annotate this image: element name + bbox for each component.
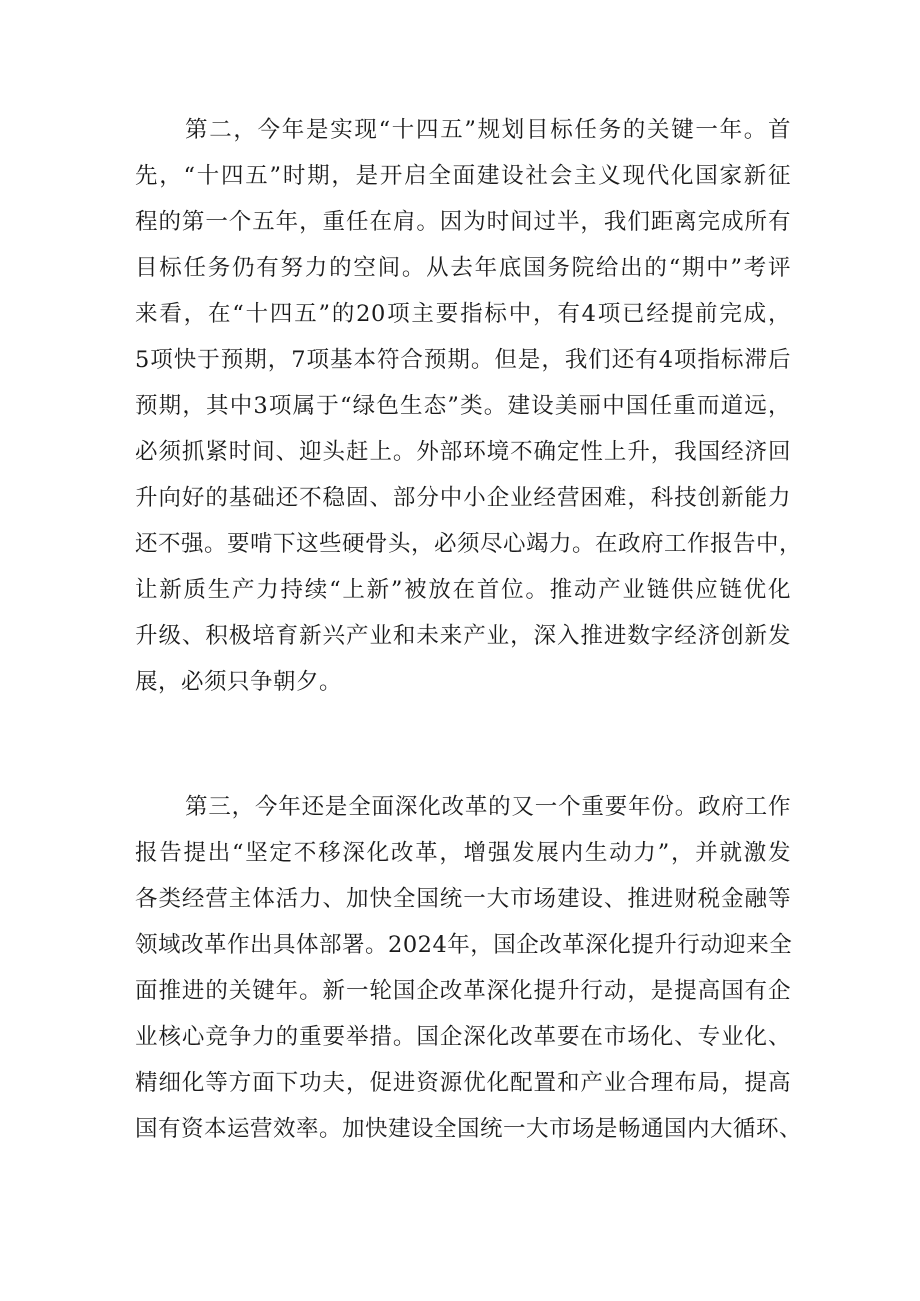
paragraph-line: 还不强。要啃下这些硬骨头，必须尽心竭力。在政府工作报告中， bbox=[135, 531, 803, 557]
paragraph-line: 5项快于预期，7项基本符合预期。但是，我们还有4项指标滞后 bbox=[135, 347, 791, 373]
paragraph-line: 第二，今年是实现“十四五”规划目标任务的关键一年。首 bbox=[185, 117, 791, 143]
paragraph-line: 领域改革作出具体部署。2024年，国企改革深化提升行动迎来全 bbox=[135, 932, 793, 958]
paragraph-line: 各类经营主体活力、加快全国统一大市场建设、推进财税金融等 bbox=[135, 886, 791, 912]
paragraph-line: 面推进的关键年。新一轮国企改革深化提升行动，是提高国有企 bbox=[135, 978, 791, 1004]
paragraph-line: 让新质生产力持续“上新”被放在首位。推动产业链供应链优化 bbox=[135, 577, 791, 603]
paragraph-line: 精细化等方面下功夫，促进资源优化配置和产业合理布局，提高 bbox=[135, 1070, 791, 1096]
paragraph-line: 业核心竞争力的重要举措。国企深化改革要在市场化、专业化、 bbox=[135, 1024, 791, 1050]
paragraph-line: 先，“十四五”时期，是开启全面建设社会主义现代化国家新征 bbox=[135, 163, 791, 189]
paragraph-line: 国有资本运营效率。加快建设全国统一大市场是畅通国内大循环、 bbox=[135, 1116, 803, 1142]
paragraph-line: 展，必须只争朝夕。 bbox=[135, 669, 343, 695]
paragraph-line: 目标任务仍有努力的空间。从去年底国务院给出的“期中”考评 bbox=[135, 255, 791, 281]
paragraph-line: 程的第一个五年，重任在肩。因为时间过半，我们距离完成所有 bbox=[135, 209, 791, 235]
paragraph-line: 预期，其中3项属于“绿色生态”类。建设美丽中国任重而道远， bbox=[135, 393, 791, 419]
paragraph-line: 第三，今年还是全面深化改革的又一个重要年份。政府工作 bbox=[185, 794, 791, 820]
paragraph-line: 升向好的基础还不稳固、部分中小企业经营困难，科技创新能力 bbox=[135, 485, 791, 511]
paragraph-line: 报告提出“坚定不移深化改革，增强发展内生动力”，并就激发 bbox=[135, 840, 791, 866]
paragraph-line: 来看，在“十四五”的20项主要指标中，有4项已经提前完成， bbox=[135, 301, 791, 327]
paragraph-line: 必须抓紧时间、迎头赶上。外部环境不确定性上升，我国经济回 bbox=[135, 439, 791, 465]
paragraph-line: 升级、积极培育新兴产业和未来产业，深入推进数字经济创新发 bbox=[135, 623, 791, 649]
